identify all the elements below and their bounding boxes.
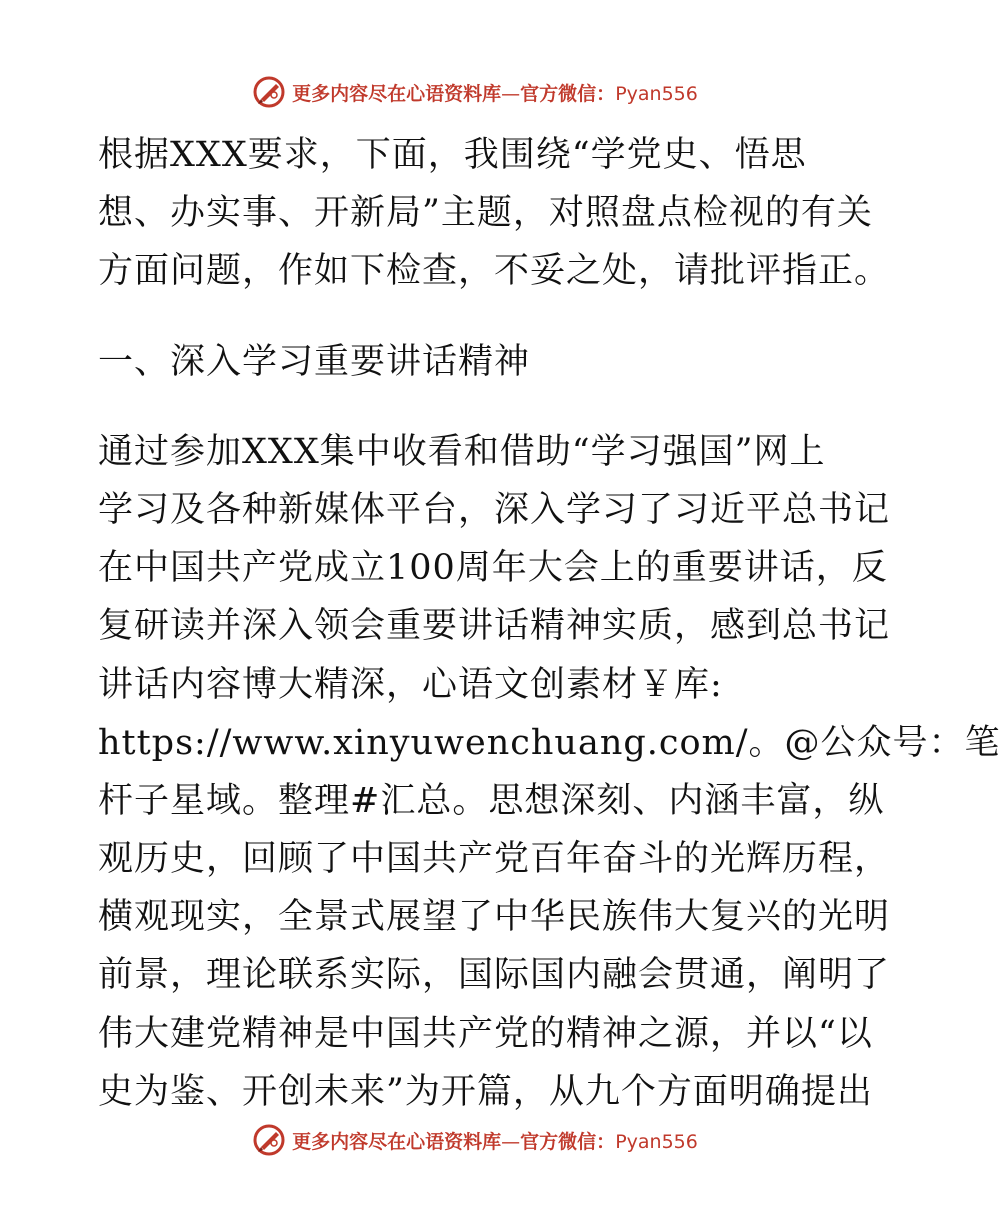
text-line: 根据XXX要求，下面，我围绕“学党史、悟思: [98, 135, 807, 175]
watermark-wechat-label: 官方微信：: [520, 1130, 616, 1153]
watermark-wechat-id: Pyan556: [615, 1130, 698, 1153]
text-line: 通过参加XXX集中收看和借助“学习强国”网上: [98, 431, 826, 472]
text-line: 史为鉴、开创未来”为开篇，从九个方面明确提出: [98, 1071, 873, 1112]
text-line: 复研读并深入领会重要讲话精神实质，感到总书记: [98, 606, 891, 647]
watermark-brand: 更多内容尽在心语资料库: [292, 1130, 502, 1153]
paragraph-study: [98, 423, 1001, 1121]
text-line: 在中国共产党成立100周年大会上的重要讲话，反: [98, 548, 888, 589]
brush-logo-icon: [252, 1123, 286, 1157]
watermark-brand: 更多内容尽在心语资料库: [292, 82, 502, 105]
watermark-wechat-label: 官方微信：: [520, 82, 616, 105]
text-line: 讲话内容博大精深，心语文创素材￥库:: [98, 664, 723, 705]
watermark-dash: —: [501, 82, 521, 105]
text-line: 横观现实，全景式展望了中华民族伟大复兴的光明: [98, 897, 891, 938]
header-watermark: [0, 72, 950, 112]
text-line: 伟大建党精神是中国共产党的精神之源，并以“以: [98, 1013, 873, 1054]
text-line: 观历史，回顾了中国共产党百年奋斗的光辉历程，: [98, 839, 891, 880]
text-line: 前景，理论联系实际，国际国内融会贯通，阐明了: [98, 955, 891, 996]
brush-logo-icon: [252, 75, 286, 109]
paragraph-intro: [98, 126, 891, 301]
watermark-wechat-id: Pyan556: [615, 82, 698, 105]
text-line: https://www.xinyuwenchuang.com/。@公众号：笔: [98, 722, 1001, 763]
text-line: 杆子星域。整理#汇总。思想深刻、内涵丰富，纵: [98, 780, 885, 821]
footer-watermark: [0, 1120, 950, 1160]
text-line: 想、办实事、开新局”主题，对照盘点检视的有关: [98, 193, 873, 234]
text-line: 方面问题，作如下检查，不妥之处，请批评指正。: [98, 251, 891, 292]
section-heading: [98, 333, 854, 391]
document-body: [98, 126, 1001, 1121]
heading-line: 一、深入学习重要讲话精神: [98, 341, 531, 382]
text-line: 学习及各种新媒体平台，深入学习了习近平总书记: [98, 489, 891, 530]
watermark-dash: —: [501, 1130, 521, 1153]
